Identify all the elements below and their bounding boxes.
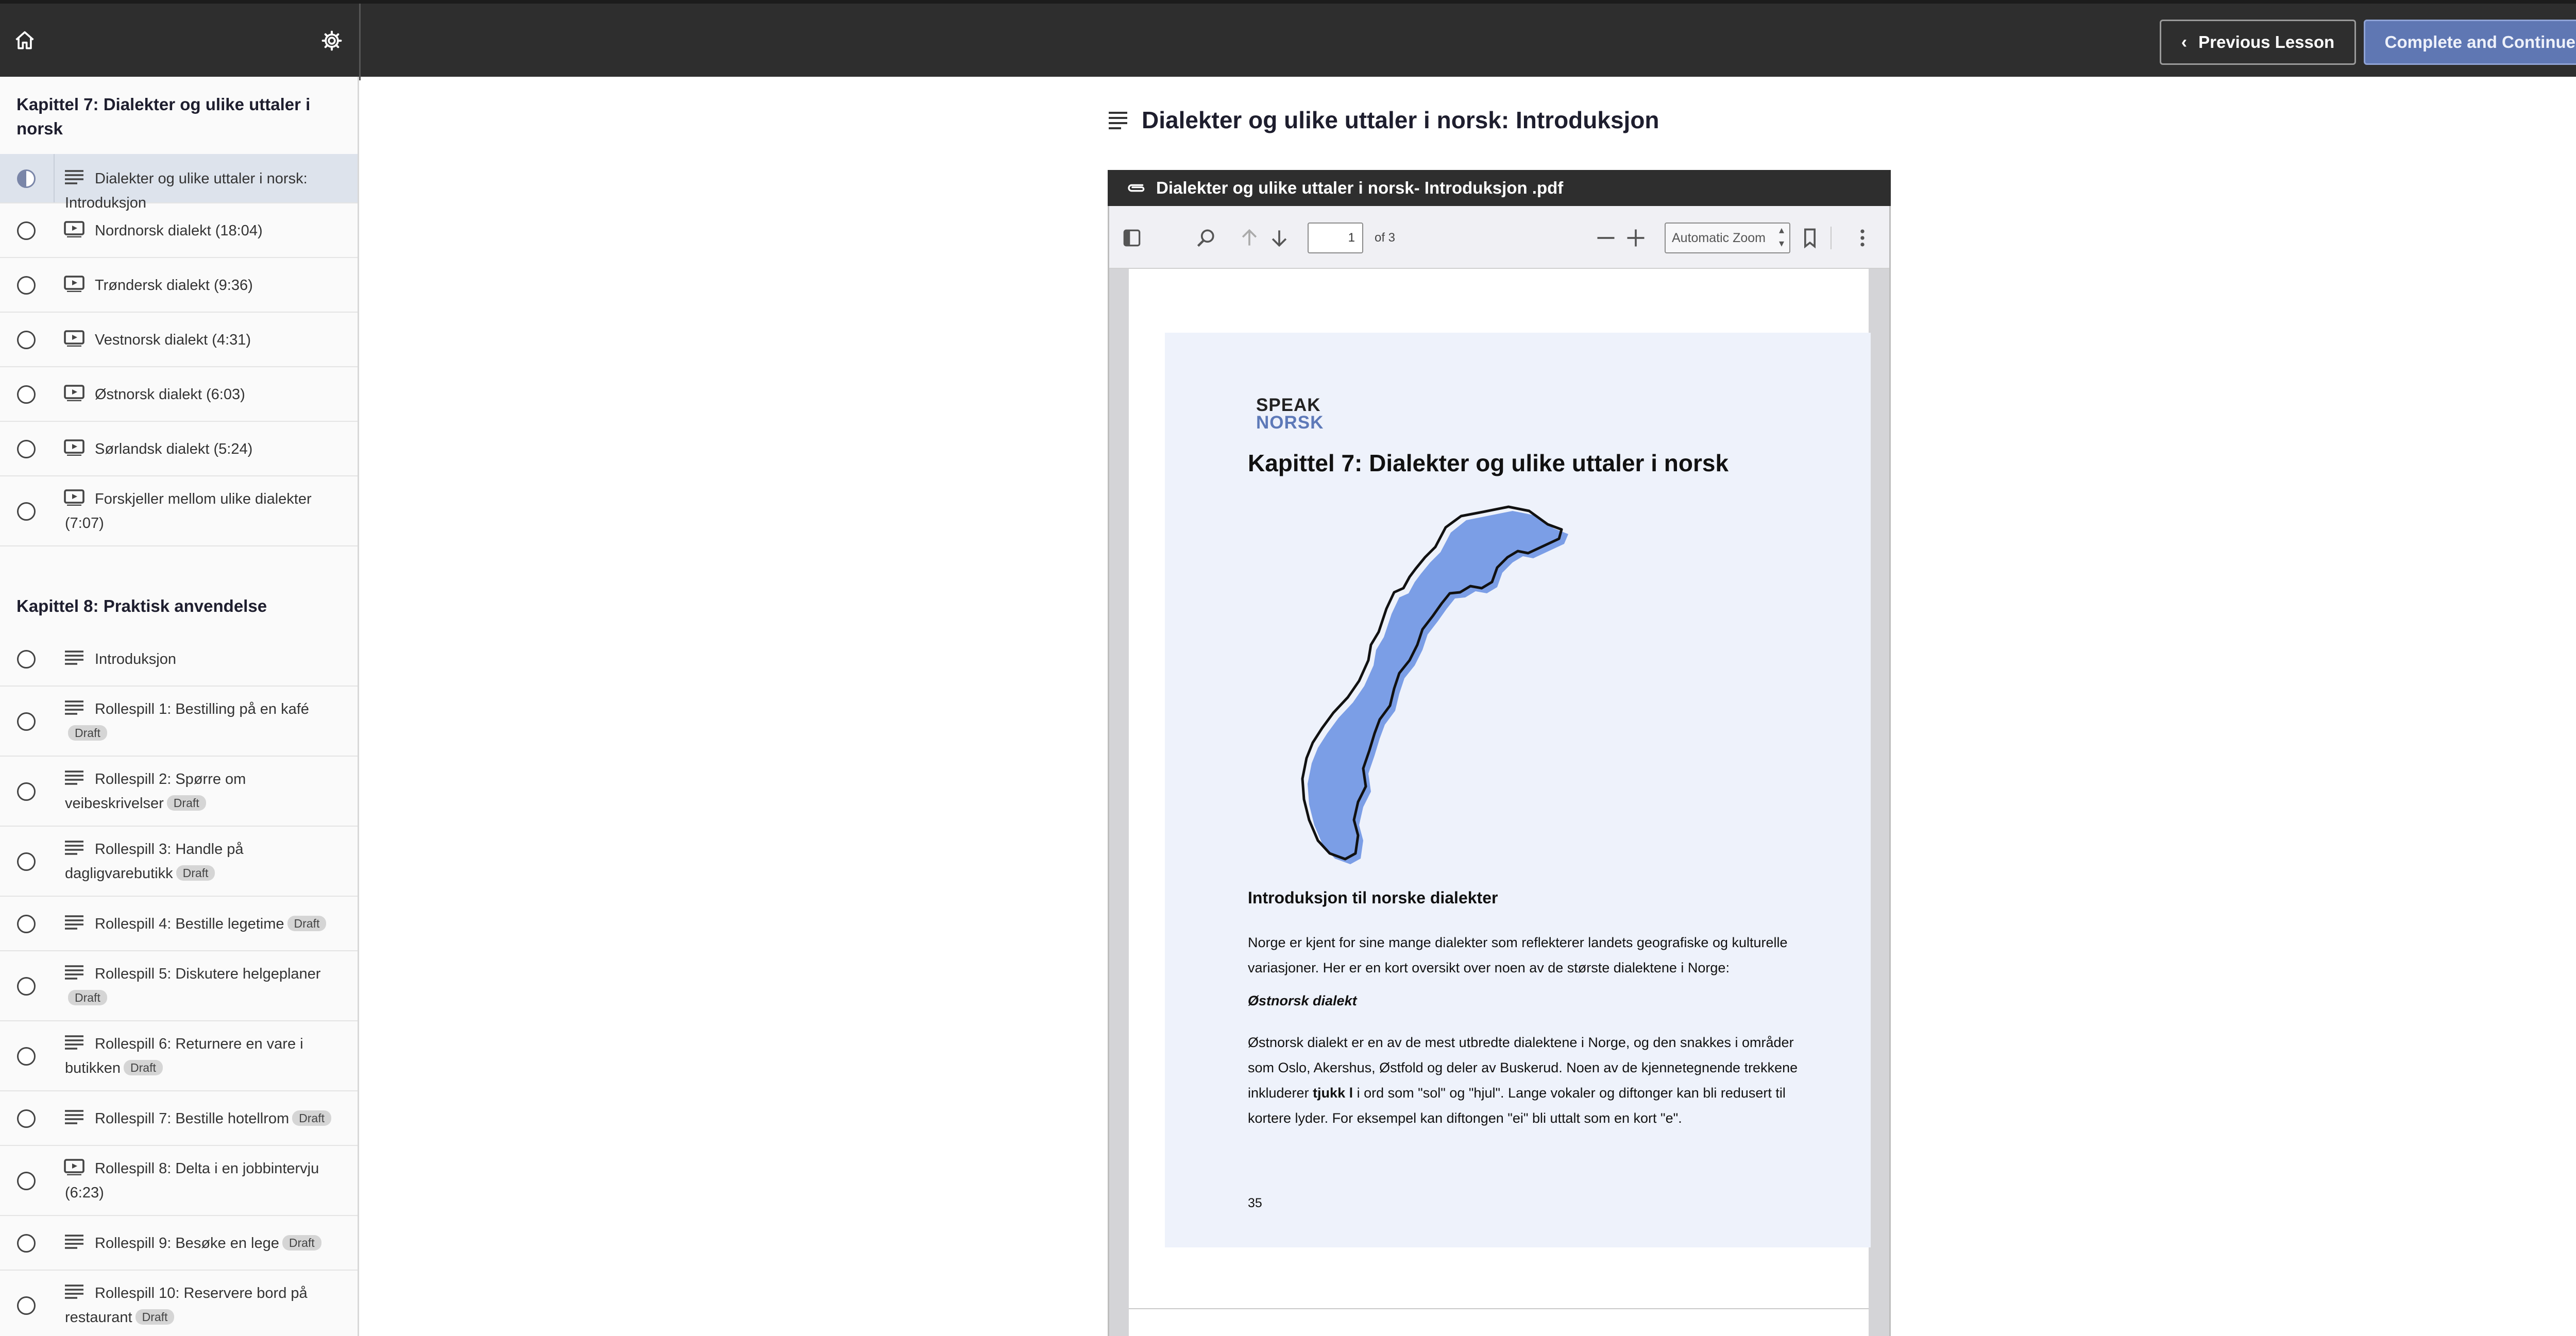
text-lines-icon xyxy=(64,1234,84,1250)
incomplete-circle-icon[interactable] xyxy=(17,1296,36,1315)
lesson-title: Rollespill 2: Spørre om veibeskrivelser xyxy=(65,771,246,812)
lesson-label xyxy=(65,837,333,886)
previous-page-icon[interactable] xyxy=(1238,227,1261,249)
lesson-title: Rollespill 9: Besøke en lege xyxy=(95,1235,279,1252)
text-lines-icon xyxy=(64,699,84,716)
text-lines-icon xyxy=(64,1034,84,1051)
lesson-title: Trøndersk dialekt (9:36) xyxy=(95,277,253,294)
pdf-toolbar xyxy=(1109,206,1889,269)
speak-norsk-logo: SPEAK NORSK xyxy=(1256,395,1324,433)
lesson-item[interactable] xyxy=(0,827,358,897)
lesson-label xyxy=(65,697,333,746)
draft-badge: Draft xyxy=(68,990,107,1005)
course-sidebar xyxy=(0,77,359,1336)
incomplete-circle-icon[interactable] xyxy=(17,977,36,996)
lesson-label xyxy=(65,962,333,1010)
draft-badge: Draft xyxy=(124,1060,163,1075)
incomplete-circle-icon[interactable] xyxy=(17,782,36,801)
lesson-label xyxy=(65,912,333,936)
lesson-title: Rollespill 3: Handle på dagligvarebutikk xyxy=(65,841,244,882)
lesson-item[interactable] xyxy=(0,154,358,211)
lesson-label xyxy=(65,219,333,243)
incomplete-circle-icon[interactable] xyxy=(17,1234,36,1253)
lesson-title: Forskjeller mellom ulike dialekter (7:07) xyxy=(65,491,312,532)
lesson-label xyxy=(65,1231,333,1256)
lesson-item[interactable] xyxy=(0,422,358,476)
incomplete-circle-icon[interactable] xyxy=(17,331,36,349)
home-icon[interactable] xyxy=(13,29,36,52)
lesson-title: Vestnorsk dialekt (4:31) xyxy=(95,331,251,348)
paragraph-bold-text: tjukk l xyxy=(1313,1085,1353,1101)
zoom-out-icon[interactable] xyxy=(1595,227,1617,249)
text-lines-icon xyxy=(64,914,84,931)
incomplete-circle-icon[interactable] xyxy=(17,502,36,521)
lesson-item[interactable] xyxy=(0,313,358,367)
bookmark-icon[interactable] xyxy=(1799,227,1821,249)
page-number: 35 xyxy=(1248,1196,1262,1210)
lesson-item[interactable] xyxy=(0,476,358,546)
section-paragraph xyxy=(1248,1030,1820,1131)
more-options-icon[interactable] xyxy=(1851,227,1874,249)
draft-badge: Draft xyxy=(68,725,107,741)
zoom-select-value: Automatic Zoom xyxy=(1672,231,1766,245)
complete-and-continue-label: Complete and Continue xyxy=(2384,32,2575,52)
lesson-title: Nordnorsk dialekt (18:04) xyxy=(95,222,263,239)
lesson-title: Rollespill 4: Bestille legetime xyxy=(95,915,284,932)
top-divider xyxy=(359,4,361,80)
search-icon[interactable] xyxy=(1195,227,1217,249)
lesson-label xyxy=(65,328,333,352)
chapter-title: Kapittel 8: Praktisk anvendelse xyxy=(16,596,267,615)
incomplete-circle-icon[interactable] xyxy=(17,1109,36,1128)
updown-arrows-icon: ▴ ▾ xyxy=(1778,225,1784,249)
lesson-title: Rollespill 10: Reservere bord på restaurant xyxy=(65,1285,308,1326)
text-lines-icon xyxy=(1108,111,1128,129)
lesson-title: Rollespill 8: Delta i en jobbintervju (6:23) xyxy=(65,1160,319,1201)
pdf-filename: Dialekter og ulike uttaler i norsk- Introduksjon .pdf xyxy=(1156,178,1564,197)
pdf-page-content xyxy=(1165,333,1871,1247)
chapter-title: Kapittel 7: Dialekter og ulike uttaler i norsk xyxy=(16,95,311,138)
text-lines-icon xyxy=(64,769,84,786)
video-icon xyxy=(64,489,84,506)
paragraph-text: i ord som "sol" og "hjul". Lange vokaler og diftonger kan bli redusert til kortere lyder. For eksempel kan diftongen "ei" bli uttalt som en kort "e". xyxy=(1248,1085,1786,1126)
gear-icon[interactable] xyxy=(320,29,343,52)
lesson-title: Introduksjon xyxy=(95,650,176,667)
next-page-icon[interactable] xyxy=(1268,227,1291,249)
lesson-label xyxy=(65,1107,333,1131)
lesson-label xyxy=(65,487,333,536)
lesson-item[interactable] xyxy=(0,1091,358,1146)
lesson-title: Rollespill 1: Bestilling på en kafé xyxy=(95,701,309,717)
document-heading: Kapittel 7: Dialekter og ulike uttaler i norsk xyxy=(1248,450,1729,476)
draft-badge: Draft xyxy=(167,795,206,811)
lesson-title: Rollespill 6: Returnere en vare i butikken xyxy=(65,1036,303,1076)
text-lines-icon xyxy=(64,840,84,856)
draft-badge: Draft xyxy=(292,1110,331,1126)
intro-paragraph: Norge er kjent for sine mange dialekter som reflekterer landets geografiske og kulturelle variasjoner. Her er en kort oversikt over noen av de største dialektene i Norge: xyxy=(1248,935,1788,975)
incomplete-circle-icon[interactable] xyxy=(17,1172,36,1190)
draft-badge: Draft xyxy=(287,916,327,931)
text-lines-icon xyxy=(64,1283,84,1300)
lesson-item[interactable] xyxy=(0,687,358,757)
video-icon xyxy=(64,330,84,347)
pdf-viewer xyxy=(1108,206,1891,1336)
page-break-divider xyxy=(1129,1308,1869,1309)
lesson-label xyxy=(65,1157,333,1205)
lesson-item[interactable] xyxy=(0,897,358,951)
text-lines-icon xyxy=(64,169,84,185)
complete-and-continue-button[interactable] xyxy=(2364,20,2576,65)
lesson-title: Dialekter og ulike uttaler i norsk: Introduksjon xyxy=(65,170,308,211)
video-icon xyxy=(64,276,84,292)
top-bar xyxy=(0,0,2576,77)
section-heading: Østnorsk dialekt xyxy=(1248,993,1357,1008)
incomplete-circle-icon[interactable] xyxy=(17,650,36,669)
lesson-label xyxy=(65,383,333,407)
lesson-item[interactable] xyxy=(0,1146,358,1216)
page-number-input[interactable]: 1 xyxy=(1308,222,1363,253)
text-lines-icon xyxy=(64,1109,84,1125)
document-subheading: Introduksjon til norske dialekter xyxy=(1248,888,1498,907)
lesson-item[interactable] xyxy=(0,203,358,258)
pdf-page xyxy=(1129,269,1869,1336)
incomplete-circle-icon[interactable] xyxy=(17,385,36,404)
lesson-item[interactable] xyxy=(0,632,358,687)
paperclip-icon xyxy=(1125,181,1147,195)
sidebar-toggle-icon[interactable] xyxy=(1121,227,1143,249)
lesson-label xyxy=(65,273,333,298)
lesson-label xyxy=(65,1281,333,1330)
video-icon xyxy=(64,221,84,237)
lesson-title: Sørlandsk dialekt (5:24) xyxy=(95,440,253,457)
lesson-title: Rollespill 5: Diskutere helgeplaner xyxy=(95,966,321,982)
lesson-item[interactable] xyxy=(0,757,358,827)
video-icon xyxy=(64,1159,84,1175)
lesson-item[interactable] xyxy=(0,1271,358,1336)
lesson-header xyxy=(1108,106,1659,134)
lesson-label xyxy=(65,437,333,461)
lesson-label xyxy=(65,1032,333,1081)
text-lines-icon xyxy=(64,649,84,666)
active-divider xyxy=(54,154,55,202)
incomplete-circle-icon[interactable] xyxy=(17,221,36,240)
lesson-item[interactable] xyxy=(0,1021,358,1091)
incomplete-circle-icon[interactable] xyxy=(17,852,36,871)
pdf-attachment-header xyxy=(1108,170,1891,206)
previous-lesson-label: Previous Lesson xyxy=(2198,32,2335,52)
video-icon xyxy=(64,439,84,456)
incomplete-circle-icon[interactable] xyxy=(17,1047,36,1066)
draft-badge: Draft xyxy=(135,1309,175,1325)
previous-lesson-button[interactable] xyxy=(2160,20,2356,65)
incomplete-circle-icon[interactable] xyxy=(17,276,36,295)
lesson-label xyxy=(65,647,333,672)
norway-map-illustration xyxy=(1245,495,1574,871)
incomplete-circle-icon[interactable] xyxy=(17,915,36,933)
toolbar-divider xyxy=(1831,227,1832,249)
draft-badge: Draft xyxy=(176,865,215,881)
zoom-select[interactable] xyxy=(1665,222,1790,253)
lesson-label xyxy=(65,767,333,816)
lesson-title: Østnorsk dialekt (6:03) xyxy=(95,386,245,403)
progress-half-icon[interactable] xyxy=(17,169,36,188)
lesson-item[interactable] xyxy=(0,258,358,313)
page-count: of 3 xyxy=(1375,231,1396,245)
lesson-item[interactable] xyxy=(0,367,358,422)
lesson-item[interactable] xyxy=(0,1216,358,1271)
draft-badge: Draft xyxy=(282,1235,321,1251)
page-title: Dialekter og ulike uttaler i norsk: Introduksjon xyxy=(1142,107,1659,133)
lesson-title: Rollespill 7: Bestille hotellrom xyxy=(95,1110,290,1127)
chevron-left-icon: ‹ xyxy=(2181,32,2188,52)
zoom-in-icon[interactable] xyxy=(1624,227,1647,249)
incomplete-circle-icon[interactable] xyxy=(17,440,36,458)
incomplete-circle-icon[interactable] xyxy=(17,712,36,731)
text-lines-icon xyxy=(64,964,84,981)
lesson-item[interactable] xyxy=(0,951,358,1021)
video-icon xyxy=(64,385,84,401)
paragraph-text: Østnorsk dialekt er en av de mest utbredte dialektene i Norge, og den snakkes i områder som Oslo, Akershus, Østfold og deler av Buskerud. Noen av de kjennetegnende trekkene inkluderer xyxy=(1248,1035,1798,1101)
